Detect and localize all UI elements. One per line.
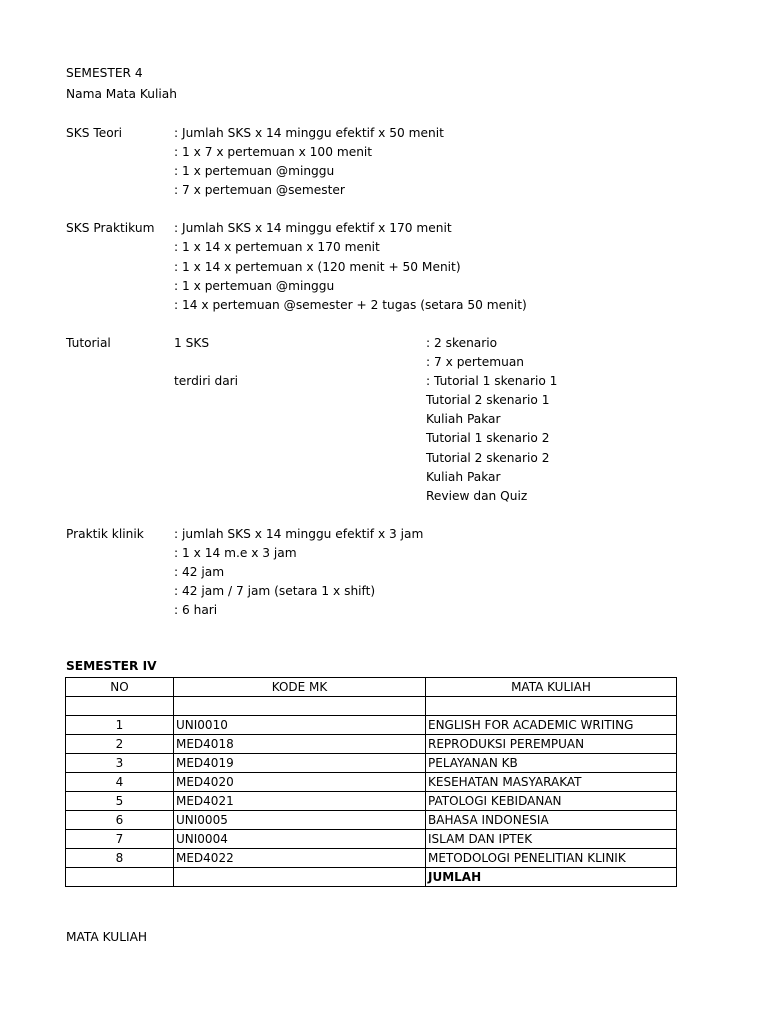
- sks-praktikum-line: : 14 x pertemuan @semester + 2 tugas (setara 50 menit): [174, 298, 527, 312]
- header-mata-kuliah: MATA KULIAH: [426, 678, 677, 697]
- table-cell-empty: [66, 868, 174, 887]
- semester-heading: SEMESTER 4: [66, 66, 143, 80]
- sks-praktikum-line: : 1 x 14 x pertemuan x (120 menit + 50 Menit): [174, 260, 461, 274]
- tutorial-line: Tutorial 1 skenario 2: [426, 431, 550, 445]
- sks-teori-line: : 7 x pertemuan @semester: [174, 183, 345, 197]
- row-kode: MED4019: [174, 754, 426, 773]
- sks-praktikum-line: : Jumlah SKS x 14 minggu efektif x 170 menit: [174, 221, 452, 235]
- row-kode: MED4022: [174, 849, 426, 868]
- tutorial-line: Tutorial 2 skenario 2: [426, 451, 550, 465]
- table-row: [66, 716, 677, 735]
- row-mata-kuliah: ISLAM DAN IPTEK: [426, 830, 677, 849]
- sks-teori-line: : 1 x pertemuan @minggu: [174, 164, 335, 178]
- table-title: SEMESTER IV: [66, 659, 157, 673]
- tutorial-line: : 2 skenario: [426, 336, 498, 350]
- tutorial-line: Review dan Quiz: [426, 489, 528, 503]
- row-no: 1: [66, 716, 174, 735]
- row-mata-kuliah: REPRODUKSI PEREMPUAN: [426, 735, 677, 754]
- sks-praktikum-line: : 1 x 14 x pertemuan x 170 menit: [174, 240, 380, 254]
- table-cell-empty: [66, 697, 174, 716]
- sks-teori-line: : Jumlah SKS x 14 minggu efektif x 50 menit: [174, 126, 444, 140]
- praktik-klinik-line: : 42 jam / 7 jam (setara 1 x shift): [174, 584, 376, 598]
- course-name-label: Nama Mata Kuliah: [66, 87, 177, 101]
- header-no: NO: [66, 678, 174, 697]
- mata-kuliah-heading: MATA KULIAH: [66, 930, 148, 944]
- table-row: [66, 849, 677, 868]
- row-no: 5: [66, 792, 174, 811]
- table-row: [66, 792, 677, 811]
- row-no: 4: [66, 773, 174, 792]
- table-row-empty: [66, 697, 677, 716]
- tutorial-line: : 7 x pertemuan: [426, 355, 525, 369]
- tutorial-line: : Tutorial 1 skenario 1: [426, 374, 558, 388]
- tutorial-line: Kuliah Pakar: [426, 470, 501, 484]
- praktik-klinik-line: : 42 jam: [174, 565, 225, 579]
- row-kode: UNI0010: [174, 716, 426, 735]
- row-mata-kuliah: ENGLISH FOR ACADEMIC WRITING: [426, 716, 677, 735]
- table-cell-empty: [174, 868, 426, 887]
- tutorial-line: Kuliah Pakar: [426, 412, 501, 426]
- table-row: [66, 754, 677, 773]
- row-kode: UNI0005: [174, 811, 426, 830]
- course-table: [65, 677, 677, 887]
- tutorial-label: Tutorial: [66, 336, 111, 350]
- row-no: 3: [66, 754, 174, 773]
- praktik-klinik-line: : jumlah SKS x 14 minggu efektif x 3 jam: [174, 527, 424, 541]
- row-no: 2: [66, 735, 174, 754]
- header-kode-mk: KODE MK: [174, 678, 426, 697]
- row-mata-kuliah: BAHASA INDONESIA: [426, 811, 677, 830]
- row-mata-kuliah: KESEHATAN MASYARAKAT: [426, 773, 677, 792]
- praktik-klinik-label: Praktik klinik: [66, 527, 144, 541]
- sks-praktikum-line: : 1 x pertemuan @minggu: [174, 279, 335, 293]
- row-mata-kuliah: METODOLOGI PENELITIAN KLINIK: [426, 849, 677, 868]
- sks-praktikum-label: SKS Praktikum: [66, 221, 155, 235]
- row-no: 8: [66, 849, 174, 868]
- row-mata-kuliah: PATOLOGI KEBIDANAN: [426, 792, 677, 811]
- table-cell-empty: [174, 697, 426, 716]
- sks-teori-label: SKS Teori: [66, 126, 123, 140]
- praktik-klinik-line: : 1 x 14 m.e x 3 jam: [174, 546, 297, 560]
- row-kode: MED4021: [174, 792, 426, 811]
- tutorial-line: Tutorial 2 skenario 1: [426, 393, 550, 407]
- row-kode: MED4020: [174, 773, 426, 792]
- table-row: [66, 830, 677, 849]
- table-row: [66, 773, 677, 792]
- row-kode: UNI0004: [174, 830, 426, 849]
- tutorial-sks: 1 SKS: [174, 336, 210, 350]
- table-row: [66, 735, 677, 754]
- row-mata-kuliah: PELAYANAN KB: [426, 754, 677, 773]
- praktik-klinik-line: : 6 hari: [174, 603, 218, 617]
- table-row: [66, 811, 677, 830]
- row-no: 6: [66, 811, 174, 830]
- table-total-row: [66, 868, 677, 887]
- row-no: 7: [66, 830, 174, 849]
- tutorial-terdiri: terdiri dari: [174, 374, 239, 388]
- table-header-row: [66, 678, 677, 697]
- row-kode: MED4018: [174, 735, 426, 754]
- table-cell-empty: [426, 697, 677, 716]
- sks-teori-line: : 1 x 7 x pertemuan x 100 menit: [174, 145, 373, 159]
- total-label: JUMLAH: [426, 868, 677, 887]
